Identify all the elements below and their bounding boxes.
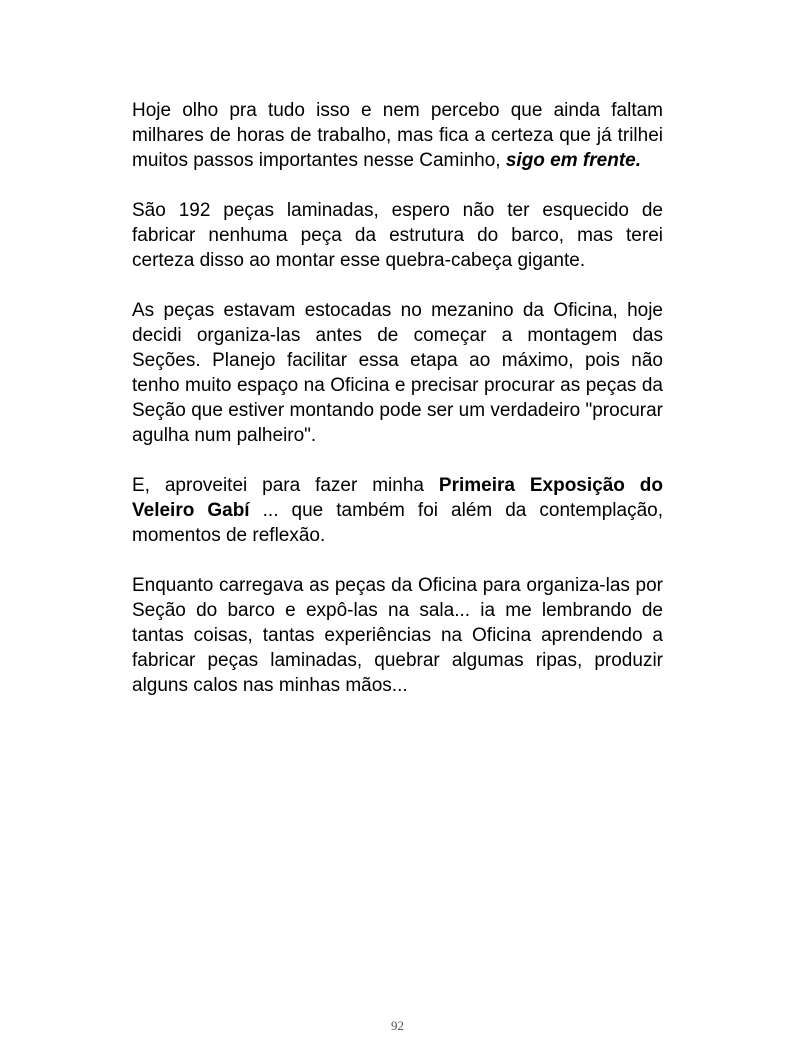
document-body <box>132 98 663 723</box>
paragraph-1-emphasis: sigo em frente. <box>505 150 641 171</box>
paragraph-4 <box>132 473 663 548</box>
paragraph-4-text-before: E, aproveitei para fazer minha <box>132 475 439 496</box>
paragraph-4-bold: Primeira Exposição do Veleiro Gabí <box>132 475 663 521</box>
paragraph-3: As peças estavam estocadas no mezanino da Oficina, hoje decidi organiza-las antes de começar a montagem das Seções. Planejo facilitar essa etapa ao máximo, pois não tenho muito espaço na Oficina e precisar procurar as peças da Seção que estiver montando pode ser um verdadeiro "procurar agulha num palheiro". <box>132 300 663 446</box>
paragraph-1 <box>132 98 663 173</box>
paragraph-5: Enquanto carregava as peças da Oficina para organiza-las por Seção do barco e expô-las na sala... ia me lembrando de tantas coisas, tantas experiências na Oficina aprendendo a fabricar peças laminadas, quebrar algumas ripas, produzir alguns calos nas minhas mãos... <box>132 575 663 696</box>
paragraph-4-text-after: ... que também foi além da contemplação, momentos de reflexão. <box>132 500 663 546</box>
paragraph-2: São 192 peças laminadas, espero não ter esquecido de fabricar nenhuma peça da estrutura do barco, mas terei certeza disso ao montar esse quebra-cabeça gigante. <box>132 200 663 271</box>
page-number: 92 <box>391 1018 404 1033</box>
paragraph-1-text: Hoje olho pra tudo isso e nem percebo que ainda faltam milhares de horas de trabalho, mas fica a certeza que já trilhei muitos passos importantes nesse Caminho, <box>132 100 663 171</box>
